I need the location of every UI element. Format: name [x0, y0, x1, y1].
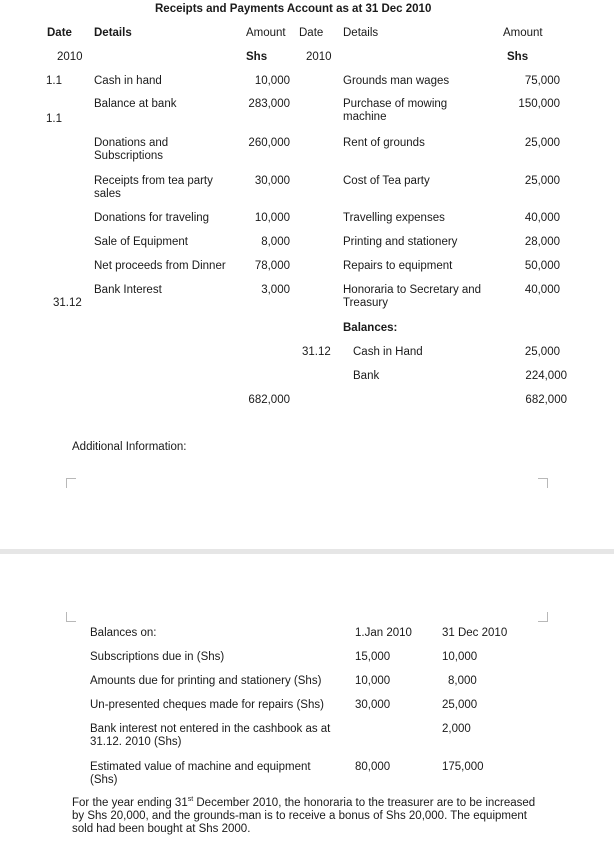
- receipt-date-close: 31.12: [53, 297, 82, 309]
- balances-row-dec: 8,000: [448, 675, 477, 687]
- balances-row-jan: 30,000: [355, 699, 391, 711]
- balances-col-dec: 31 Dec 2010: [442, 627, 508, 639]
- receipt-date-open: 1.1: [46, 75, 62, 87]
- balances-row-jan: 15,000: [355, 651, 391, 663]
- page-divider: [0, 549, 614, 554]
- receipts-total: 682,000: [248, 394, 290, 406]
- payment-amount: 50,000: [524, 260, 560, 272]
- balances-col-jan: 1.Jan 2010: [355, 627, 412, 639]
- payment-amount: 150,000: [518, 98, 560, 110]
- receipt-details: Receipts from tea party sales: [94, 175, 213, 200]
- additional-info-label: Additional Information:: [72, 441, 187, 453]
- payment-amount: 40,000: [524, 212, 560, 224]
- receipt-details: Donations and Subscriptions: [94, 137, 169, 162]
- receipt-date-open-2: 1.1: [46, 113, 62, 125]
- header-amount-left: Amount: [246, 27, 286, 39]
- receipt-amount: 10,000: [254, 75, 290, 87]
- balances-row-dec: 2,000: [442, 723, 471, 735]
- receipt-details: Net proceeds from Dinner: [94, 260, 226, 272]
- balances-row-label: Amounts due for printing and stationery (Shs): [90, 675, 322, 687]
- receipt-amount: 3,000: [261, 284, 290, 296]
- balances-heading: Balances:: [343, 322, 398, 334]
- receipt-details: Donations for traveling: [94, 212, 210, 224]
- payment-details: Purchase of mowing machine: [343, 98, 448, 123]
- crop-mark: [66, 612, 76, 622]
- balance-amount: 25,000: [524, 346, 560, 358]
- payment-details: Travelling expenses: [343, 212, 445, 224]
- payment-amount: 25,000: [524, 175, 560, 187]
- balances-row-dec: 10,000: [442, 651, 478, 663]
- balances-row-dec: 175,000: [442, 761, 484, 773]
- balance-date: 31.12: [302, 346, 331, 358]
- receipt-amount: 260,000: [248, 137, 290, 149]
- balance-details: Cash in Hand: [353, 346, 423, 358]
- balances-row-jan: 80,000: [355, 761, 391, 773]
- payment-details: Cost of Tea party: [343, 175, 430, 187]
- receipt-amount: 10,000: [254, 212, 290, 224]
- header-date-left: Date: [47, 27, 72, 39]
- receipt-details: Balance at bank: [94, 98, 177, 110]
- payments-total: 682,000: [525, 394, 567, 406]
- payment-details: Repairs to equipment: [343, 260, 453, 272]
- balances-row-label: Subscriptions due in (Shs): [90, 651, 225, 663]
- footnote: [72, 797, 542, 836]
- header-date-right: Date: [299, 27, 324, 39]
- receipt-amount: 283,000: [248, 98, 290, 110]
- receipt-details: Cash in hand: [94, 75, 162, 87]
- payment-amount: 75,000: [524, 75, 560, 87]
- receipt-details: Bank Interest: [94, 284, 162, 296]
- header-shs-right: Shs: [507, 51, 529, 63]
- balances-row-label: Bank interest not entered in the cashbook as at 31.12. 2010 (Shs): [90, 723, 331, 748]
- payment-amount: 40,000: [524, 284, 560, 296]
- crop-mark: [538, 478, 548, 488]
- account-title: Receipts and Payments Account as at 31 Dec 2010: [155, 3, 432, 15]
- balances-on-label: Balances on:: [90, 627, 157, 639]
- footnote-ordinal: st: [187, 796, 194, 804]
- payment-details: Printing and stationery: [343, 236, 458, 248]
- header-details-left: Details: [94, 27, 132, 39]
- receipt-amount: 8,000: [261, 236, 290, 248]
- header-year-left: 2010: [57, 51, 83, 63]
- header-year-right: 2010: [306, 51, 332, 63]
- payment-details: Grounds man wages: [343, 75, 450, 87]
- balances-row-jan: 10,000: [355, 675, 391, 687]
- payment-amount: 25,000: [524, 137, 560, 149]
- balance-details: Bank: [353, 370, 380, 382]
- balances-row-label: Un-presented cheques made for repairs (Shs): [90, 699, 324, 711]
- payment-details: Honoraria to Secretary and Treasury: [343, 284, 482, 309]
- payment-amount: 28,000: [524, 236, 560, 248]
- balances-row-label: Estimated value of machine and equipment (Shs): [90, 761, 311, 786]
- header-amount-right: Amount: [503, 27, 543, 39]
- receipt-amount: 78,000: [254, 260, 290, 272]
- receipt-details: Sale of Equipment: [94, 236, 188, 248]
- receipt-amount: 30,000: [254, 175, 290, 187]
- payment-details: Rent of grounds: [343, 137, 425, 149]
- balance-amount: 224,000: [525, 370, 567, 382]
- balances-row-dec: 25,000: [442, 699, 478, 711]
- footnote-text: For the year ending 31: [72, 797, 188, 809]
- crop-mark: [66, 478, 76, 488]
- header-details-right: Details: [343, 27, 379, 39]
- footnote-text-rest: December 2010, the honoraria to the treasurer are to be increased by Shs 20,000, and the grounds-man is to receive a bonus of Shs 20,000. The equipment sold had been bought at Shs 2000.: [72, 797, 536, 835]
- crop-mark: [538, 612, 548, 622]
- header-shs-left: Shs: [246, 51, 268, 63]
